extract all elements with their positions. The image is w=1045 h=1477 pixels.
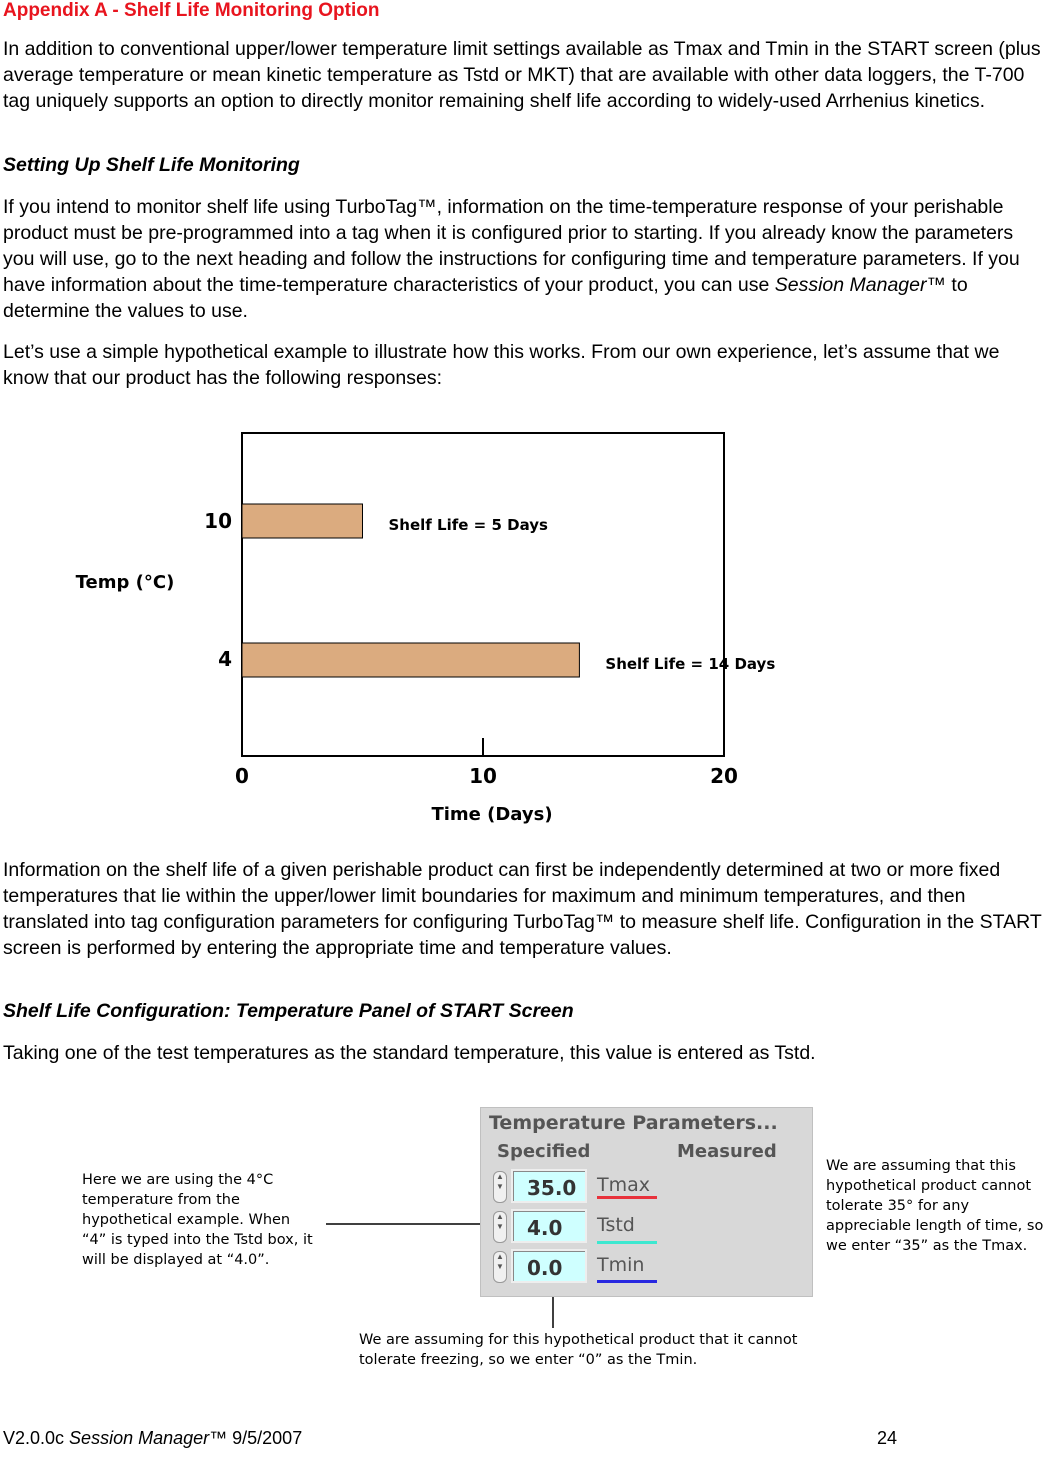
- appendix-heading: Appendix A - Shelf Life Monitoring Option: [3, 0, 380, 21]
- plot-frame: [242, 433, 724, 756]
- x-tick-label-10: 10: [469, 764, 497, 788]
- section-heading-config: Shelf Life Configuration: Temperature Panel of START Screen: [3, 1000, 574, 1022]
- tmin-label: Tmin: [597, 1254, 645, 1276]
- footer-date: ™ 9/5/2007: [209, 1428, 303, 1448]
- tstd-field[interactable]: 4.0: [511, 1209, 587, 1243]
- tmin-field[interactable]: 0.0: [511, 1249, 587, 1283]
- page-number: 24: [877, 1428, 898, 1448]
- tmax-spinner[interactable]: ▲ ▼: [493, 1171, 507, 1203]
- panel-title: Temperature Parameters...: [489, 1112, 778, 1134]
- tstd-label: Tstd: [597, 1214, 635, 1236]
- callout-tmax: We are assuming that this hypothetical product cannot tolerate 35° for any appreciable length of time, so we enter “35” as the Tmax.: [826, 1158, 1044, 1254]
- x-tick-label-20: 20: [710, 764, 738, 788]
- tmax-field[interactable]: 35.0: [511, 1169, 587, 1203]
- example-paragraph: Let’s use a simple hypothetical example to illustrate how this works. From our own experience, let’s assume that we know that our product has the following responses:: [3, 341, 1000, 389]
- setup-text-a: If you intend to monitor shelf life using TurboTag™, information on the time-temperature response of your perishable product must be pre-programmed into a tag when it is configured prior to starting. If you already know the parameters you will use, go to the next heading and follow the instructions for configuring time and temperature parameters. If you have information about the time-temperature characteristics of your product, you can use: [3, 196, 1020, 296]
- temperature-parameters-panel: [480, 1107, 813, 1297]
- y-axis-label: Temp (°C): [75, 572, 175, 593]
- x-tick-label-0: 0: [235, 764, 249, 788]
- tmax-label: Tmax: [597, 1174, 651, 1196]
- callout-tstd: Here we are using the 4°C temperature from the hypothetical example. When “4” is typed into the Tstd box, it will be displayed at “4.0”.: [82, 1172, 313, 1268]
- x-axis-label: Time (Days): [431, 804, 553, 825]
- tmin-color-line: [597, 1280, 657, 1283]
- column-specified: Specified: [497, 1141, 591, 1162]
- tmin-spinner[interactable]: ▲ ▼: [493, 1251, 507, 1283]
- bar-label-4: Shelf Life = 14 Days: [605, 655, 776, 673]
- tstd-paragraph: Taking one of the test temperatures as the standard temperature, this value is entered as Tstd.: [3, 1042, 816, 1064]
- tmax-color-line: [597, 1196, 657, 1199]
- bar-10: [242, 504, 363, 538]
- shelf-life-info-paragraph: Information on the shelf life of a given perishable product can first be independently determined at two or more fixed temperatures that lie within the upper/lower limit boundaries for maximum and minimum temperatures, and then translated into tag configuration parameters for configuring TurboTag™ to measure shelf life. Configuration in the START screen is performed by entering the appropriate time and temperature values.: [3, 859, 1042, 959]
- footer-product: Session Manager: [69, 1428, 210, 1448]
- session-manager-emphasis: Session Manager: [774, 274, 927, 296]
- column-measured: Measured: [677, 1141, 777, 1162]
- tstd-spinner[interactable]: ▲ ▼: [493, 1211, 507, 1243]
- setup-text-b: ™ to determine the values to use.: [3, 274, 968, 322]
- footer-version-text: V2.0.0c: [3, 1428, 70, 1448]
- footer-version: [3, 1428, 302, 1449]
- tstd-color-line: [597, 1241, 657, 1244]
- bar-4: [242, 643, 579, 677]
- bar-label-10: Shelf Life = 5 Days: [388, 516, 548, 534]
- intro-paragraph: In addition to conventional upper/lower temperature limit settings available as Tmax and Tmin in the START screen (plus average temperature or mean kinetic temperature as Tstd or MKT) that are available with other data loggers, the T-700 tag uniquely supports an option to directly monitor remaining shelf life according to widely-used Arrhenius kinetics.: [3, 38, 1041, 112]
- callout-tmin: We are assuming for this hypothetical product that it cannot tolerate freezing, so we enter “0” as the Tmin.: [359, 1332, 798, 1368]
- category-label-10: 10: [204, 509, 232, 533]
- category-label-4: 4: [218, 647, 232, 671]
- section-heading-setup: Setting Up Shelf Life Monitoring: [3, 154, 300, 176]
